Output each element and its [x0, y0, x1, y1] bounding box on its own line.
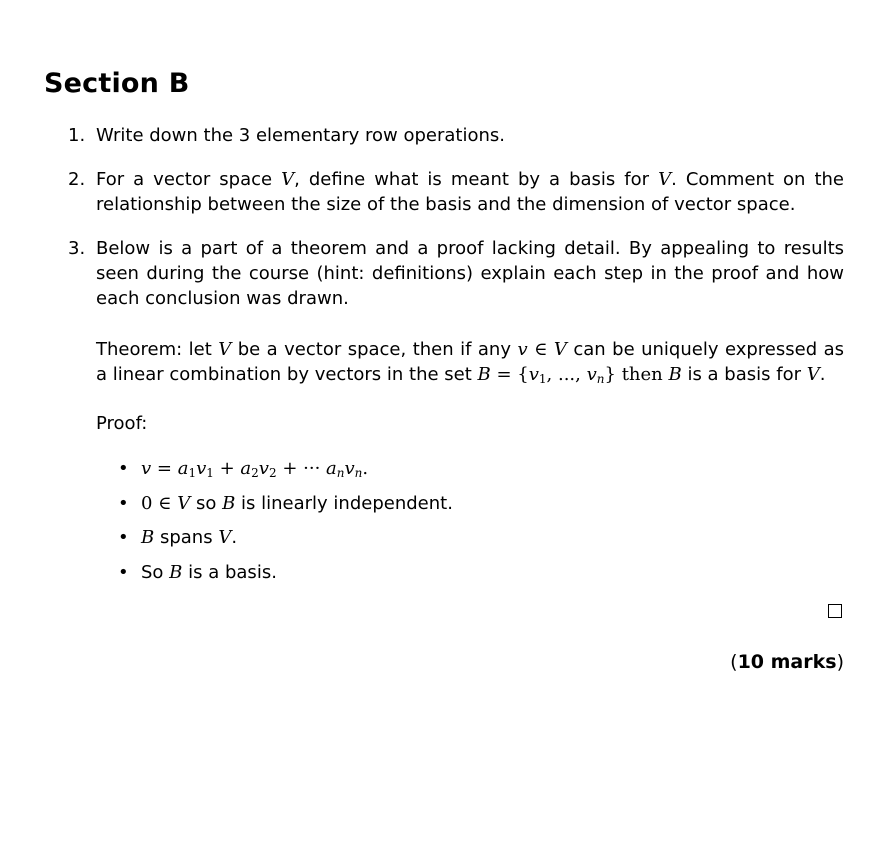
- qed-square-icon: [828, 604, 842, 618]
- bullet-icon: •: [118, 562, 129, 583]
- section-title: Section B: [44, 68, 190, 99]
- proof-step-3: [118, 525, 237, 550]
- proof-step-text: 0 ∈ V so B is linearly independent.: [141, 493, 453, 514]
- proof-step-1: [118, 456, 368, 481]
- question-1: [68, 123, 844, 148]
- proof-step-text: B spans V.: [141, 527, 238, 548]
- proof-step-text: So B is a basis.: [141, 562, 277, 583]
- question-text: Below is a part of a theorem and a proof lacking detail. By appealing to results seen during the course (hint: definitions) explain each step in the proof and how each conclusion was drawn.: [96, 238, 844, 309]
- question-number: 3.: [68, 238, 86, 259]
- question-number: 1.: [68, 125, 86, 146]
- question-text: Write down the 3 elementary row operations.: [96, 125, 505, 146]
- proof-label: Proof:: [96, 413, 148, 434]
- question-2: [68, 167, 844, 217]
- question-3: [68, 236, 844, 311]
- theorem-statement: Theorem: let V be a vector space, then if any v ∈ V can be uniquely expressed as a linear combination by vectors in the set $B = \{v_1$, ..., $v_n$} then B is a basis for V.: [96, 339, 844, 386]
- proof-step-4: [118, 560, 277, 585]
- proof-step-2: [118, 491, 453, 516]
- marks-label: (10 marks): [730, 651, 844, 673]
- bullet-icon: •: [118, 527, 129, 548]
- proof-step-text: $v = a_1v_1 + a_2v_2$ + ··· $a_nv_n$.: [141, 458, 369, 480]
- bullet-icon: •: [118, 458, 129, 479]
- bullet-icon: •: [118, 493, 129, 514]
- question-number: 2.: [68, 169, 86, 190]
- question-text: For a vector space V, define what is meant by a basis for V. Comment on the relationship between the size of the basis and the dimension of vector space.: [96, 169, 844, 215]
